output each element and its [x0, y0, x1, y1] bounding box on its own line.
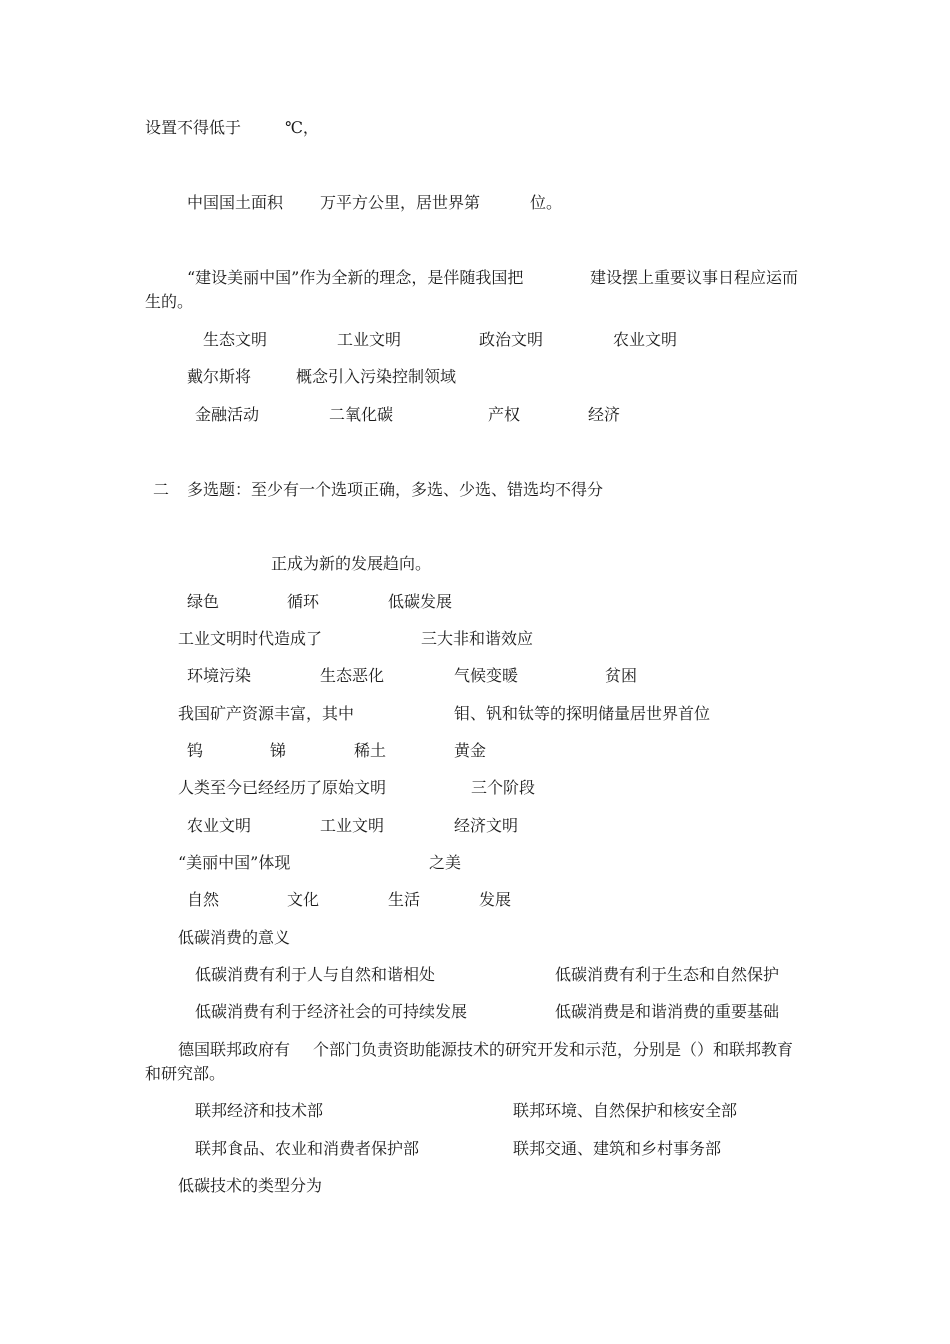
text-line: 位。 [530, 193, 563, 212]
option-text: 环境污染 [187, 666, 252, 685]
text-line: 概念引入污染控制领域 [296, 367, 457, 386]
option-text: 二氧化碳 [329, 405, 394, 424]
option-text: 生态恶化 [320, 666, 385, 685]
option-text: 联邦环境、自然保护和核安全部 [513, 1101, 738, 1120]
option-text: 贫困 [605, 666, 638, 685]
text-line: 正成为新的发展趋向。 [271, 554, 432, 573]
text-line: 建设摆上重要议事日程应运而 [590, 268, 799, 287]
text-line: 低碳消费的意义 [178, 928, 291, 947]
text-line: 中国国土面积 [187, 193, 284, 212]
text-line: 钼、钒和钛等的探明储量居世界首位 [454, 704, 711, 723]
text-line: ℃， [285, 118, 319, 137]
text-line: 设置不得低于 [145, 118, 242, 137]
option-text: 农业文明 [187, 816, 252, 835]
option-text: 生活 [388, 890, 421, 909]
section-number: 二 [153, 480, 170, 499]
option-text: 生态文明 [203, 330, 268, 349]
option-text: 低碳消费有利于经济社会的可持续发展 [195, 1002, 468, 1021]
option-text: 自然 [187, 890, 220, 909]
text-line: 之美 [429, 853, 462, 872]
option-text: 联邦交通、建筑和乡村事务部 [513, 1139, 722, 1158]
text-line: 个部门负责资助能源技术的研究开发和示范，分别是（）和联邦教育 [313, 1040, 794, 1059]
option-text: 农业文明 [613, 330, 678, 349]
option-text: 循环 [287, 592, 320, 611]
text-line: 德国联邦政府有 [178, 1040, 291, 1059]
text-line: 我国矿产资源丰富，其中 [178, 704, 355, 723]
option-text: 产权 [488, 405, 521, 424]
text-line: 生的。 [145, 292, 194, 311]
option-text: 低碳消费有利于生态和自然保护 [555, 965, 780, 984]
option-text: 低碳发展 [388, 592, 453, 611]
text-line: 三大非和谐效应 [421, 629, 534, 648]
option-text: 发展 [479, 890, 512, 909]
text-line: 万平方公里，居世界第 [320, 193, 481, 212]
option-text: 联邦经济和技术部 [195, 1101, 324, 1120]
option-text: 经济 [588, 405, 621, 424]
text-line: “美丽中国”体现 [178, 853, 291, 872]
section-heading: 多选题：至少有一个选项正确，多选、少选、错选均不得分 [187, 480, 604, 499]
option-text: 稀土 [354, 741, 387, 760]
option-text: 锑 [270, 741, 287, 760]
option-text: 低碳消费是和谐消费的重要基础 [555, 1002, 780, 1021]
option-text: 联邦食品、农业和消费者保护部 [195, 1139, 420, 1158]
text-line: “建设美丽中国”作为全新的理念，是伴随我国把 [187, 268, 524, 287]
option-text: 气候变暖 [454, 666, 519, 685]
text-line: 戴尔斯将 [187, 367, 252, 386]
text-line: 人类至今已经经历了原始文明 [178, 778, 387, 797]
option-text: 金融活动 [195, 405, 260, 424]
option-text: 工业文明 [320, 816, 385, 835]
option-text: 经济文明 [454, 816, 519, 835]
option-text: 低碳消费有利于人与自然和谐相处 [195, 965, 436, 984]
option-text: 绿色 [187, 592, 220, 611]
text-line: 三个阶段 [471, 778, 536, 797]
option-text: 政治文明 [479, 330, 544, 349]
option-text: 文化 [287, 890, 320, 909]
text-line: 低碳技术的类型分为 [178, 1176, 323, 1195]
option-text: 工业文明 [337, 330, 402, 349]
option-text: 黄金 [454, 741, 487, 760]
text-line: 工业文明时代造成了 [178, 629, 323, 648]
option-text: 钨 [187, 741, 204, 760]
text-line: 和研究部。 [145, 1064, 226, 1083]
